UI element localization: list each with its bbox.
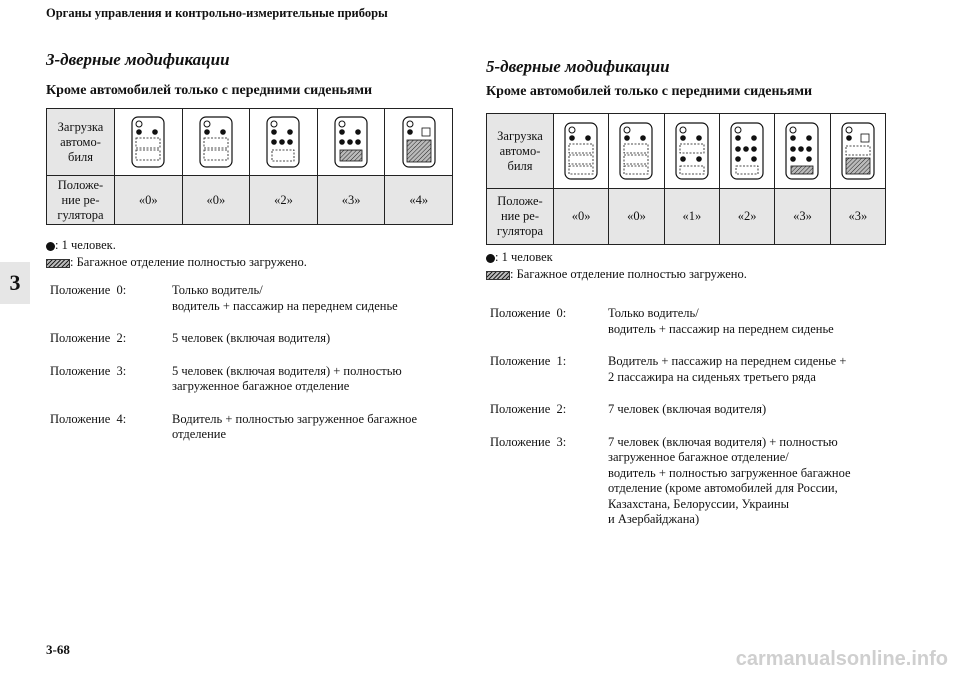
- position-label: Положение 2:: [50, 331, 127, 345]
- load-label-cell: Загрузка автомо- биля: [487, 114, 554, 189]
- load-icon-cell: [385, 109, 453, 176]
- position-label-cell: Положе- ние ре- гулятора: [487, 189, 554, 245]
- position-item: [490, 354, 910, 385]
- description-line: 7 человек (включая водителя) + полностью: [608, 434, 838, 449]
- position-item: [50, 412, 450, 443]
- load-icon-cell: [554, 114, 609, 189]
- legend-person-text: : 1 человек: [495, 250, 553, 264]
- seats-four-rear-icon: [672, 122, 712, 180]
- description-line: водитель + пассажир на переднем сиденье: [608, 321, 834, 336]
- left-section-title: 3-дверные модификации: [46, 50, 230, 69]
- description-line: водитель + полностью загруженное багажное: [608, 465, 851, 480]
- luggage-hatch-icon: [46, 259, 70, 268]
- person-dot-icon: [486, 254, 495, 263]
- luggage-hatch-icon: [486, 271, 510, 280]
- left-legend: [46, 237, 307, 271]
- position-label: Положение 3:: [50, 363, 127, 378]
- seats-driver-luggage-icon: [399, 116, 439, 168]
- position-cell: «0»: [115, 176, 183, 225]
- load-icon-cell: [115, 109, 183, 176]
- description-line: Только водитель/: [172, 283, 263, 297]
- legend-luggage-text: : Багажное отделение полностью загружено.: [70, 255, 307, 269]
- position-item: [490, 435, 910, 528]
- position-description: [172, 412, 450, 443]
- seats-seven-icon: [727, 122, 767, 180]
- position-cell: «3»: [830, 189, 885, 245]
- description-line: 5 человек (включая водителя) + полностью: [172, 363, 402, 378]
- seats-front-two-icon: [616, 122, 656, 180]
- position-cell: «4»: [385, 176, 453, 225]
- left-section-subtitle: Кроме автомобилей только с передними сиденьями: [46, 83, 373, 98]
- position-cell: «2»: [250, 176, 318, 225]
- position-label: Положение 3:: [490, 434, 567, 449]
- position-cell: «3»: [775, 189, 830, 245]
- right-section-subtitle: Кроме автомобилей только с передними сиденьями: [486, 84, 813, 99]
- description-line: 7 человек (включая водителя): [608, 402, 767, 416]
- right-load-table: [486, 113, 886, 245]
- legend-person-text: : 1 человек.: [55, 238, 116, 252]
- seats-five-icon: [263, 116, 303, 168]
- load-label-cell: Загрузка автомо- биля: [47, 109, 115, 176]
- position-label-cell: Положе- ние ре- гулятора: [47, 176, 115, 225]
- right-legend: [486, 249, 747, 283]
- description-line: отделение (кроме автомобилей для России,: [608, 481, 838, 495]
- position-cell: «1»: [664, 189, 719, 245]
- load-icon-cell: [719, 114, 774, 189]
- position-label: Положение 0:: [490, 306, 567, 320]
- page-header: Органы управления и контрольно-измерительные приборы: [46, 6, 388, 20]
- page-number: 3-68: [46, 642, 70, 657]
- seats-seven-luggage-icon: [782, 122, 822, 180]
- description-line: загруженное багажное отделение: [172, 379, 350, 393]
- position-cell: «0»: [182, 176, 250, 225]
- position-description: [608, 306, 910, 337]
- legend-luggage-text: : Багажное отделение полностью загружено.: [510, 267, 747, 281]
- position-item: [490, 306, 910, 337]
- left-load-table: [46, 108, 453, 225]
- description-line: Только водитель/: [608, 306, 699, 320]
- position-item: [490, 402, 910, 418]
- load-icon-cell: [830, 114, 885, 189]
- position-cell: «0»: [554, 189, 609, 245]
- description-line: Казахстана, Белоруссии, Украины: [608, 496, 789, 511]
- left-positions-list: [50, 283, 450, 460]
- description-line: водитель + пассажир на переднем сиденье: [172, 298, 398, 313]
- position-item: [50, 331, 450, 347]
- position-description: [172, 283, 450, 314]
- description-line: 2 пассажира на сиденьях третьего ряда: [608, 369, 816, 384]
- position-cell: «0»: [609, 189, 664, 245]
- seats-front-two-icon: [561, 122, 601, 180]
- description-line: 5 человек (включая водителя): [172, 331, 331, 345]
- description-line: Водитель + полностью загруженное багажное: [172, 411, 418, 426]
- right-section-title: 5-дверные модификации: [486, 57, 670, 76]
- position-cell: «3»: [317, 176, 385, 225]
- position-description: [608, 435, 910, 528]
- chapter-tab: 3: [0, 262, 30, 304]
- load-icon-cell: [664, 114, 719, 189]
- person-dot-icon: [46, 242, 55, 251]
- position-cell: «2»: [719, 189, 774, 245]
- position-label: Положение 0:: [50, 283, 127, 297]
- description-line: Водитель + пассажир на переднем сиденье +: [608, 354, 847, 368]
- load-icon-cell: [317, 109, 385, 176]
- load-icon-cell: [250, 109, 318, 176]
- load-icon-cell: [775, 114, 830, 189]
- description-line: загруженное багажное отделение/: [608, 450, 789, 464]
- right-positions-list: [490, 306, 910, 545]
- position-item: [50, 283, 450, 314]
- position-label: Положение 1:: [490, 354, 567, 368]
- seats-front-two-icon: [196, 116, 236, 168]
- seats-front-two-icon: [128, 116, 168, 168]
- position-description: [172, 331, 450, 347]
- seats-five-luggage-icon: [331, 116, 371, 168]
- seats-driver-luggage-icon: [838, 122, 878, 180]
- position-item: [50, 364, 450, 395]
- position-description: [172, 364, 450, 395]
- position-description: [608, 354, 910, 385]
- position-label: Положение 2:: [490, 402, 567, 416]
- description-line: и Азербайджана): [608, 512, 700, 526]
- load-icon-cell: [609, 114, 664, 189]
- watermark: carmanualsonline.info: [735, 648, 948, 670]
- position-description: [608, 402, 910, 418]
- load-icon-cell: [182, 109, 250, 176]
- description-line: отделение: [172, 427, 227, 441]
- position-label: Положение 4:: [50, 411, 127, 426]
